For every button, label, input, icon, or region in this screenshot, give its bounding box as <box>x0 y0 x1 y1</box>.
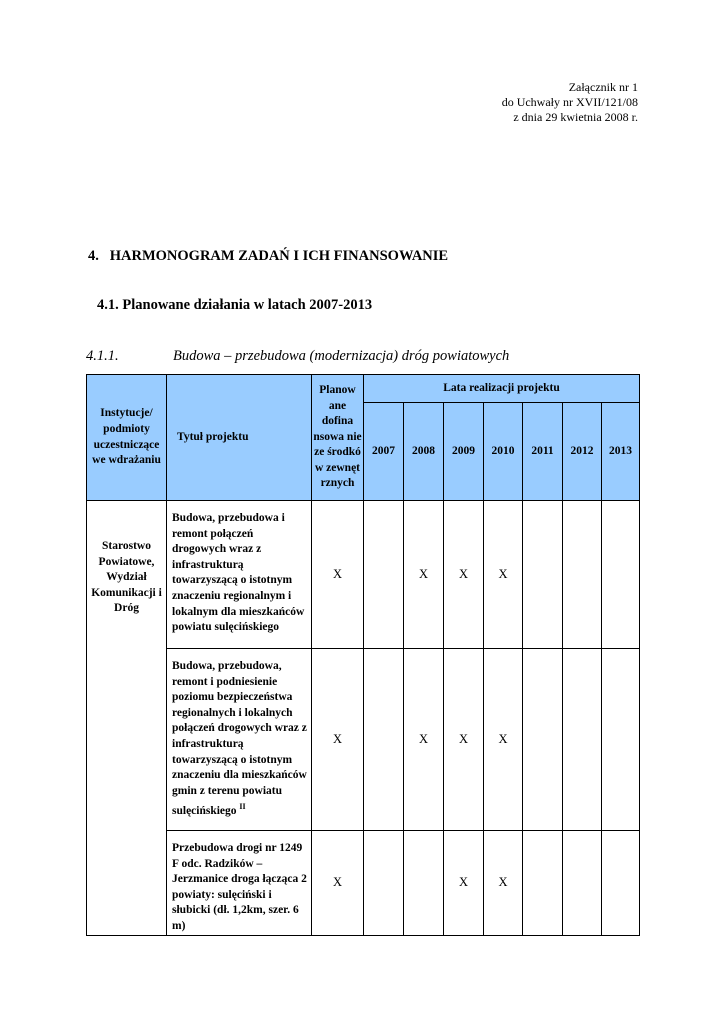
annex-line-1: Załącznik nr 1 <box>568 80 638 94</box>
year-mark: X <box>404 649 444 831</box>
header-year-2012: 2012 <box>563 403 602 501</box>
section-4-1-1-title: Budowa – przebudowa (modernizacja) dróg powiatowych <box>173 348 510 364</box>
project-title-cell: Budowa, przebudowa i remont połączeń drogowych wraz z infrastrukturą towarzyszącą o istotnym znaczeniu regionalnym i lokalnym dla mieszkańców powiatu sulęcińskiego <box>167 501 312 649</box>
header-year-2011: 2011 <box>523 403 563 501</box>
funding-mark: X <box>312 649 364 831</box>
year-mark <box>602 831 640 936</box>
project-title-text: Budowa, przebudowa, remont i podniesienie poziomu bezpieczeństwa regionalnych i lokalnych połączeń drogowych wraz z infrastrukturą towarzyszącą o istotnym znaczeniu dla mieszkańców gmin z terenu powiatu sulęcińskiego <box>172 660 307 818</box>
year-mark <box>523 501 563 649</box>
table-row <box>87 501 640 649</box>
year-mark <box>602 501 640 649</box>
year-mark <box>563 649 602 831</box>
table-row <box>87 649 640 831</box>
header-year-2010: 2010 <box>484 403 523 501</box>
header-planned-funding: Planow ane dofina nsowa nie ze środkó w zewnęt rznych <box>312 375 364 501</box>
year-mark <box>364 831 404 936</box>
year-mark: X <box>444 649 484 831</box>
year-mark <box>364 501 404 649</box>
year-mark: X <box>444 831 484 936</box>
header-row-1 <box>87 375 640 403</box>
year-mark <box>523 831 563 936</box>
section-4-1-1-number: 4.1.1. <box>86 348 119 364</box>
section-4-number: 4. <box>88 248 99 264</box>
header-year-2008: 2008 <box>404 403 444 501</box>
project-title-cell: Przebudowa drogi nr 1249 F odc. Radzików – Jerzmanice droga łącząca 2 powiaty: sulęciński i słubicki (dł. 1,2km, szer. 6 m) <box>167 831 312 936</box>
header-years-group: Lata realizacji projektu <box>364 375 640 403</box>
year-mark <box>563 831 602 936</box>
annex-line-2: do Uchwały nr XVII/121/08 <box>501 95 638 109</box>
header-year-2009: 2009 <box>444 403 484 501</box>
section-4-title: HARMONOGRAM ZADAŃ I ICH FINANSOWANIE <box>109 248 449 264</box>
section-4-1-1-heading <box>86 348 509 365</box>
project-title-cell <box>167 649 312 831</box>
year-mark: X <box>404 501 444 649</box>
annex-reference <box>338 80 638 125</box>
funding-mark: X <box>312 501 364 649</box>
year-mark: X <box>444 501 484 649</box>
year-mark: X <box>484 831 523 936</box>
year-mark <box>602 649 640 831</box>
year-mark <box>563 501 602 649</box>
year-mark: X <box>484 649 523 831</box>
footnote-marker: II <box>239 802 246 812</box>
section-4-heading <box>88 248 448 265</box>
section-4-1-number: 4.1. <box>97 297 119 313</box>
table-row <box>87 831 640 936</box>
header-institutions: Instytucje/ podmioty uczestniczące we wdrażaniu <box>87 375 167 501</box>
year-mark <box>523 649 563 831</box>
institution-cell: Starostwo Powiatowe, Wydział Komunikacji i Dróg <box>87 501 167 936</box>
schedule-table <box>86 374 640 936</box>
header-project-title: Tytuł projektu <box>167 375 312 501</box>
funding-mark: X <box>312 831 364 936</box>
year-mark: X <box>484 501 523 649</box>
section-4-1-title: Planowane działania w latach 2007-2013 <box>122 297 373 313</box>
annex-line-3: z dnia 29 kwietnia 2008 r. <box>513 110 638 124</box>
year-mark <box>404 831 444 936</box>
year-mark <box>364 649 404 831</box>
header-year-2007: 2007 <box>364 403 404 501</box>
header-year-2013: 2013 <box>602 403 640 501</box>
section-4-1-heading <box>97 297 372 314</box>
